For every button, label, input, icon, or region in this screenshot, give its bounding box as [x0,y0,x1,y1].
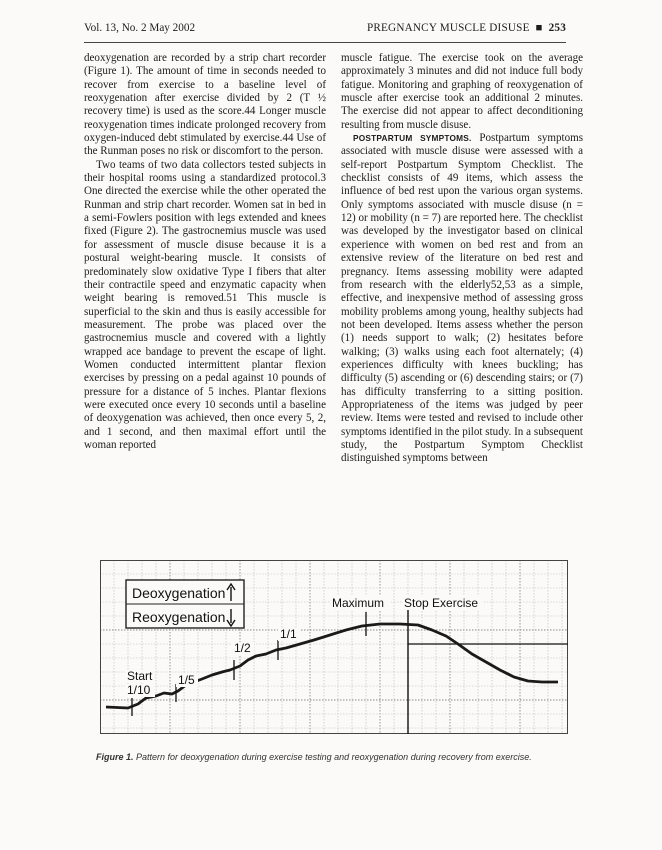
label-1-5: 1/5 [178,673,195,687]
header-rule [84,42,566,43]
strip-chart-svg [100,560,568,734]
header-bullet: ■ [535,22,543,34]
running-title-block [367,22,566,34]
caption-text: Pattern for deoxygenation during exercise testing and reoxygenation during recovery from exercise. [133,752,532,762]
paragraph-text: Postpartum symptoms associated with muscle disuse were assessed with a self-report Postpartum Symptom Checklist. The checklist consists of 49 items, which assess the influence of bed rest upon the various organ systems. Only symptoms associated with muscle disuse (n = 12) or mobility (n = 7) are reported here. The checklist was developed by the investigator based on clinical experience with women on bed rest and from an extensive review of the literature on bed rest and pregnancy. Items assessing mobility were adapted from research with the elderly52,53 as a simple, effective, and inexpensive method of assessing gross mobility problems among young, healthy subjects had not been developed. Items assess whether the person (1) needs support to walk; (2) hesitates before walking; (3) walks using each foot alternately; (4) experiences difficulty with knees buckling; has difficulty (5) ascending or (6) descending stairs; or (7) has difficulty transferring to a sitting position. Appropriateness of the items was judged by peer review. Items were tested and revised to include other symptoms identified in the pilot study. In a subsequent study, the Postpartum Symptom Checklist distinguished symptoms between [341,132,583,465]
figure-1-strip-chart [100,560,568,734]
running-header [84,22,566,40]
label-1-2: 1/2 [234,641,251,655]
label-stop-exercise: Stop Exercise [404,596,479,610]
label-maximum: Maximum [332,596,385,610]
oxygenation-curve [106,624,558,708]
label-start: Start [127,669,153,683]
page-number: 253 [548,22,566,34]
caption-label: Figure 1. [96,752,134,762]
text-column-right [341,52,583,466]
journal-issue: Vol. 13, No. 2 May 2002 [84,22,196,34]
label-1-1: 1/1 [280,627,297,641]
figure-caption [96,752,566,762]
paragraph: deoxygenation are recorded by a strip chart recorder (Figure 1). The amount of time in seconds needed to recover from exercise to a baseline level of reoxygenation after exercise divided by 2 (T ½ recovery time) is used as the score.44 Longer muscle reoxygenation times indicate prolonged recovery from oxygen-induced debt stimulated by exercise.44 Use of the Runman poses no risk or discomfort to the person. [84,52,326,158]
paragraph: muscle fatigue. The exercise took on the average approximately 3 minutes and did not induce full body fatigue. Monitoring and graphing of reoxygenation of muscle after exercise took an additional 2 minutes. The exercise did not appear to affect deconditioning resulting from muscle disuse. [341,52,583,131]
paragraph: Two teams of two data collectors tested subjects in their hospital rooms using a standardized protocol.3 One directed the exercise while the other operated the Runman and strip chart recorder. Women sat in bed in a semi-Fowlers position with legs extended and knees fixed (Figure 2). The gastrocnemius muscle was used for assessment of muscle disuse because it is a postural weight-bearing muscle. It consists of predominately slow oxidative Type I fibers that alter their contractile speed and enzymatic capacity when weight bearing is removed.51 This muscle is superficial to the skin and thus is easily accessible for measurement. The probe was placed over the gastrocnemius muscle and covered with a lightly wrapped ace bandage to prevent the escape of light. Women conducted intermittent plantar flexion exercises by pressing on a pedal against 10 pounds of pressure for a distance of 5 inches. Plantar flexions were executed once every 10 seconds until a baseline of deoxygenation was achieved, then once every 5, 2, and 1 second, and then maximal effort until the woman reported [84,158,326,451]
section-heading: POSTPARTUM SYMPTOMS. [353,133,472,144]
paragraph-postpartum [341,132,583,466]
legend-deoxygenation: Deoxygenation [132,585,226,601]
text-column-left [84,52,326,452]
running-title: PREGNANCY MUSCLE DISUSE [366,22,530,34]
label-1-10: 1/10 [127,683,151,697]
legend-reoxygenation: Reoxygenation [132,609,226,625]
